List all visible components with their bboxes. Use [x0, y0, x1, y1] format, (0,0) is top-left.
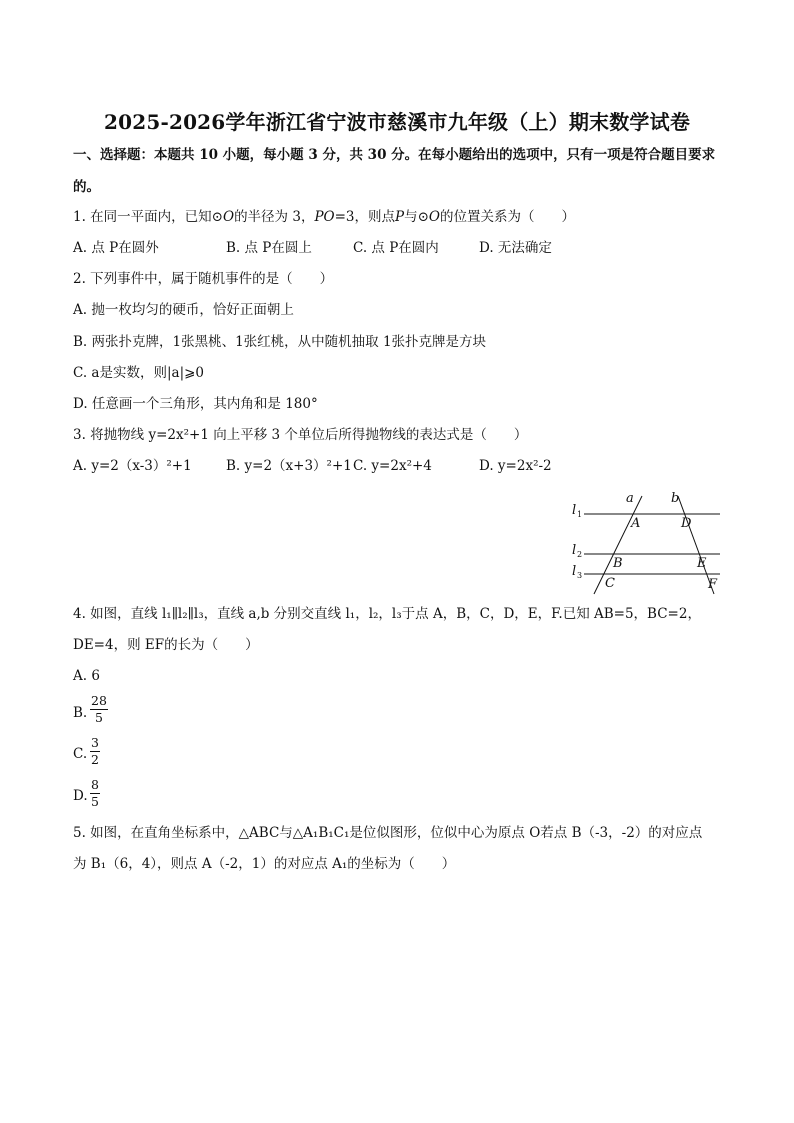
q4-option-d-label[interactable]: D. [73, 788, 88, 804]
q4-option-c-label[interactable]: C. [73, 746, 88, 762]
q2-option-d[interactable]: D. 任意画一个三角形，其内角和是 180° [73, 396, 318, 412]
q3-option-b[interactable]: B. y=2（x+3）²+1 [226, 458, 352, 474]
label-point-f: F [708, 577, 718, 592]
label-l2-sub: 2 [577, 550, 583, 559]
q4-d-numerator: 8 [91, 777, 99, 792]
label-l3: l [572, 564, 577, 579]
label-l1-sub: 1 [577, 510, 583, 519]
q3-option-d[interactable]: D. y=2x²-2 [479, 458, 552, 474]
q4-option-c-fraction [90, 736, 100, 767]
q1-option-a[interactable]: A. 点 P在圆外 [73, 240, 159, 256]
q2-option-b[interactable]: B. 两张扑克牌，1张黑桃、1张红桃，从中随机抽取 1张扑克牌是方块 [73, 334, 487, 350]
q1-var-o: O [222, 209, 235, 225]
label-point-d: D [681, 516, 692, 531]
question-4-stem-line1: 4. 如图，直线 l₁∥l₂∥l₃，直线 a,b 分别交直线 l₁，l₂，l₃于点 A，B，C，D，E，F.已知 AB=5，BC=2， [73, 606, 701, 622]
label-point-a: A [631, 516, 641, 531]
q4-b-denominator: 5 [94, 710, 103, 725]
parallel-lines-figure [568, 488, 728, 596]
q4-d-denominator: 5 [91, 794, 99, 809]
question-4-stem-line2: DE=4，则 EF的长为（ ） [73, 637, 259, 653]
q4-option-b-label[interactable]: B. [73, 705, 88, 721]
q1-text-c: =3，则点 [334, 209, 396, 225]
parallel-lines-svg [568, 488, 728, 596]
label-l1: l [572, 503, 577, 518]
q4-option-b-fraction [90, 694, 108, 725]
q4-c-numerator: 3 [91, 735, 99, 750]
q1-var-p: P [395, 209, 405, 225]
question-3-stem: 3. 将抛物线 y=2x²+1 向上平移 3 个单位后所得抛物线的表达式是（ ） [73, 427, 528, 443]
q4-option-d-fraction [90, 778, 100, 809]
label-point-c: C [605, 576, 615, 591]
q1-option-d[interactable]: D. 无法确定 [479, 240, 552, 256]
question-5-stem-line1: 5. 如图，在直角坐标系中，△ABC与△A₁B₁C₁是位似图形，位似中心为原点 O若点 B（-3，-2）的对应点 [73, 825, 703, 841]
q1-var-po: PO [314, 209, 335, 225]
q4-b-numerator: 28 [91, 693, 107, 708]
label-point-b: B [613, 556, 623, 571]
line-a [594, 496, 642, 594]
q3-option-c[interactable]: C. y=2x²+4 [353, 458, 432, 474]
label-l2: l [572, 543, 577, 558]
label-b: b [671, 491, 680, 506]
label-a: a [626, 491, 634, 506]
q2-option-a[interactable]: A. 抛一枚均匀的硬币，恰好正面朝上 [73, 302, 294, 318]
section-heading: 一、选择题：本题共 10 小题，每小题 3 分，共 30 分。在每小题给出的选项中，只有一项是符合题目要求 [73, 147, 716, 163]
label-l3-sub: 3 [577, 571, 583, 580]
q1-option-b[interactable]: B. 点 P在圆上 [226, 240, 312, 256]
q4-c-denominator: 2 [91, 752, 99, 767]
section-heading-cont: 的。 [73, 179, 100, 195]
q2-option-c[interactable]: C. a是实数，则|a|⩾0 [73, 365, 205, 381]
question-1-stem [73, 208, 575, 226]
q3-option-a[interactable]: A. y=2（x-3）²+1 [73, 458, 192, 474]
q1-var-o2: O [428, 209, 440, 225]
q1-text-a: 1. 在同一平面内，已知⊙ [73, 209, 223, 225]
page-title: 2025-2026学年浙江省宁波市慈溪市九年级（上）期末数学试卷 [103, 110, 691, 134]
q1-text-d: 与⊙ [404, 209, 429, 225]
label-point-e: E [697, 556, 707, 571]
q1-text-e: 的位置关系为（ ） [440, 209, 575, 225]
q1-text-b: 的半径为 3， [234, 209, 315, 225]
q4-option-a[interactable]: A. 6 [73, 668, 100, 684]
question-5-stem-line2: 为 B₁（6，4），则点 A（-2，1）的对应点 A₁的坐标为（ ） [73, 856, 456, 872]
question-2-stem: 2. 下列事件中，属于随机事件的是（ ） [73, 271, 334, 287]
q1-option-c[interactable]: C. 点 P在圆内 [353, 240, 439, 256]
